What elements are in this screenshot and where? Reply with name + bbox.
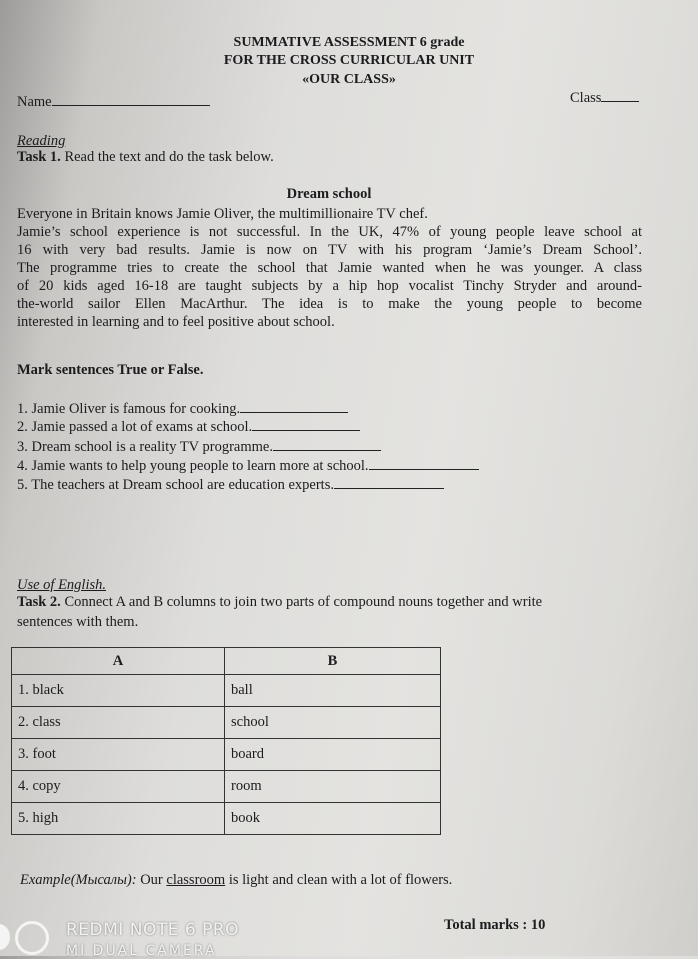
column-a-cell: 4. copy <box>12 771 225 803</box>
statement-5 <box>17 477 444 494</box>
answer-blank <box>252 430 360 431</box>
total-marks: Total marks : 10 <box>444 917 546 933</box>
example-pre: Our <box>140 872 163 888</box>
class-field <box>570 90 639 107</box>
task-1-number: Task 1. <box>17 149 61 165</box>
header-line-1: SUMMATIVE ASSESSMENT 6 grade <box>233 35 465 50</box>
camera-watermark-ring <box>15 921 49 955</box>
reading-passage <box>17 205 642 331</box>
mark-true-false-heading: Mark sentences True or False. <box>17 362 204 378</box>
passage-line: Jamie’s school experience is not successful. In the UK, 47% of young people leave school at <box>17 224 642 240</box>
table-row <box>12 739 441 771</box>
column-a-cell: 3. foot <box>12 739 225 771</box>
table-row <box>12 771 441 803</box>
column-b-cell: room <box>225 771 441 803</box>
statement-text: 5. The teachers at Dream school are education experts. <box>17 477 334 493</box>
class-label: Class <box>570 90 602 106</box>
reading-section-label: Reading <box>17 133 66 149</box>
task-2-number: Task 2. <box>17 594 61 610</box>
table-row <box>12 707 441 739</box>
passage-line: Everyone in Britain knows Jamie Oliver, the multimillionaire TV chef. <box>17 206 428 222</box>
camera-watermark-line-1: REDMI NOTE 6 PRO <box>66 920 240 940</box>
table-row <box>12 803 441 835</box>
statement-text: 4. Jamie wants to help young people to learn more at school. <box>17 458 369 474</box>
compound-nouns-table <box>11 647 441 835</box>
statement-2 <box>17 419 360 436</box>
example-word: classroom <box>166 872 226 888</box>
statement-3 <box>17 439 381 456</box>
answer-blank <box>334 488 444 489</box>
passage-line: 16 with very bad results. Jamie is now on TV with his program ‘Jamie’s Dream School’. <box>17 242 642 258</box>
header-line-3: «OUR CLASS» <box>302 72 396 87</box>
example-post: is light and clean with a lot of flowers. <box>228 872 453 888</box>
statement-4 <box>17 458 479 475</box>
camera-watermark-dot <box>0 924 10 950</box>
column-a-cell: 2. class <box>12 707 225 739</box>
camera-watermark-line-2: MI DUAL CAMERA <box>66 943 217 959</box>
answer-blank <box>273 450 381 451</box>
task-1-instruction <box>17 149 274 166</box>
passage-line: the-world sailor Ellen MacArthur. The idea is to make the young people to become <box>17 296 642 312</box>
column-a-cell: 5. high <box>12 803 225 835</box>
example-sentence <box>20 872 452 889</box>
name-blank <box>52 105 210 106</box>
column-b-header: B <box>225 648 441 675</box>
passage-line: The programme tries to create the school that Jamie wanted when he was younger. A class <box>17 260 642 276</box>
passage-line: interested in learning and to feel positive about school. <box>17 314 335 330</box>
task-2-text-line-2: sentences with them. <box>17 614 139 630</box>
task-2-text: Connect A and B columns to join two parts of compound nouns together and write <box>64 594 543 610</box>
statement-text: 1. Jamie Oliver is famous for cooking. <box>17 401 241 417</box>
column-b-cell: ball <box>225 675 441 707</box>
answer-blank <box>240 412 348 413</box>
answer-blank <box>369 469 479 470</box>
table-header-row <box>12 648 441 675</box>
example-label: Example(Мысалы): <box>20 872 137 888</box>
use-of-english-label: Use of English. <box>17 577 107 593</box>
name-label: Name <box>17 94 52 110</box>
column-b-cell: book <box>225 803 441 835</box>
header-line-2: FOR THE CROSS CURRICULAR UNIT <box>223 53 475 68</box>
statement-text: 2. Jamie passed a lot of exams at school. <box>17 419 253 435</box>
task-1-text: Read the text and do the task below. <box>64 149 274 165</box>
class-blank <box>601 101 639 102</box>
column-b-cell: board <box>225 739 441 771</box>
statement-1 <box>17 401 348 418</box>
reading-title: Dream school <box>286 186 372 202</box>
column-a-header: A <box>12 648 225 675</box>
table-row <box>12 675 441 707</box>
passage-line: of 20 kids aged 16-18 are taught subjects by a hip hop vocalist Tinchy Stryder and around- <box>17 278 642 294</box>
column-a-cell: 1. black <box>12 675 225 707</box>
name-field <box>17 94 210 111</box>
statement-text: 3. Dream school is a reality TV programme. <box>17 439 273 455</box>
task-2-instruction <box>17 594 671 611</box>
column-b-cell: school <box>225 707 441 739</box>
